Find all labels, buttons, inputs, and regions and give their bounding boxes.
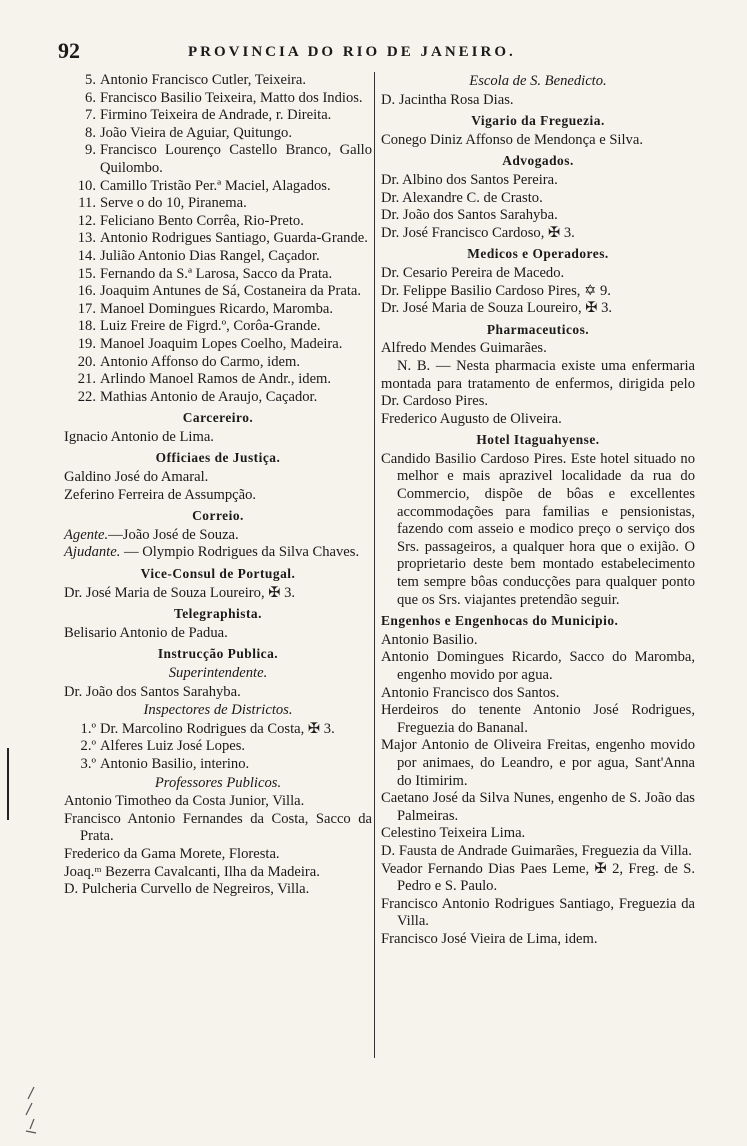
section-heading-engenhos: Engenhos e Engenhocas do Municipio. [381,613,619,629]
list-item [64,230,372,248]
page-number: 92 [58,38,80,63]
item-number: 5. [85,72,96,88]
list-item [64,125,372,143]
page-header [58,38,718,68]
item-text: Antonio Francisco Cutler, Teixeira. [100,72,307,88]
column-divider [374,72,375,1058]
list-item: Francisco José Vieira de Lima, idem. [381,930,598,947]
section-heading-advogados: Advogados. [502,153,574,169]
list-item: Major Antonio de Oliveira Freitas, engenho movido por animaes, do Leandro, e por agua, Sant'Anna do Itimirim. [381,737,695,789]
list-item: Dr. José Maria de Souza Loureiro, ✠ 3. [381,300,613,317]
hotel-text: Candido Basilio Cardoso Pires. Este hotel situado no melhor e mais aprazivel localidade da rua do Commercio, dispõe de bôas e excellentes accommodações para familias e pensionistas, fazendo com asseio e modico preço o serviço dos Srs. passageiros, a qualquer hora que o exijão. O proprietario deste bem montado estabelecimento tem sempre bôas conducções para qualquer ponto que os Srs. viajantes pretendão seguir. [381,450,695,608]
section-heading-correio: Correio. [192,508,244,524]
item-number: 18. [77,318,96,335]
subheading-superintendente: Superintendente. [168,665,268,681]
list-item [64,721,372,739]
list-item [64,283,372,301]
list-item [64,318,372,336]
item-text: Serve o do 10, Piranema. [100,195,247,212]
item-text: Antonio Rodrigues Santiago, Guarda-Grande. [100,230,368,247]
section-heading-medicos: Medicos e Operadores. [467,246,609,262]
section-heading-pharmaceuticos: Pharmaceuticos. [486,321,590,337]
margin-mark [7,748,9,820]
item-number: 14. [77,247,96,264]
list-item: Dr. Felippe Basilio Cardoso Pires, ✡ 9. [381,282,611,299]
item-text: Firmino Teixeira de Andrade, r. Direita. [100,107,332,124]
item-text: Francisco Basilio Teixeira, Matto dos Indios. [100,89,363,106]
item-text: Luiz Freire de Figrd.º, Corôa-Grande. [100,318,321,335]
pharma-note: N. B. — Nesta pharmacia existe uma enfermaria montada para tratamento de enfermos, dirigida pelo Dr. Cardoso Pires. [381,357,695,410]
item-number: 21. [77,371,96,388]
list-item: Celestino Teixeira Lima. [381,825,526,842]
item-text: Francisco Lourenço Castello Branco, Gallo Quilombo. [100,142,372,176]
list-item: Antonio Basilio. [381,631,478,648]
right-column [381,72,695,949]
numbered-list [64,72,372,406]
engenhos-list [381,632,695,949]
professores-list [64,793,372,899]
list-item [64,107,372,125]
list-item [64,195,372,213]
list-item: Herdeiros do tenente Antonio José Rodrigues, Freguezia do Bananal. [381,702,695,736]
list-item: Frederico da Gama Morete, Floresta. [64,845,280,862]
list-item [64,354,372,372]
list-item [64,756,372,774]
list-item: Dr. Alexandre C. de Crasto. [381,189,543,206]
item-number: 3.º [80,755,96,772]
list-item: Antonio Timotheo da Costa Junior, Villa. [64,793,305,810]
section-heading-carcereiro: Carcereiro. [182,410,254,426]
item-text: Arlindo Manoel Ramos de Andr., idem. [100,371,332,388]
list-item: Veador Fernando Dias Paes Leme, ✠ 2, Freg. de S. Pedro e S. Paulo. [381,860,695,895]
item-text: Antonio Affonso do Carmo, idem. [100,353,300,370]
section-heading-telegraphista: Telegraphista. [174,606,262,622]
list-item [64,738,372,756]
medicos-list [381,265,695,318]
list-item [64,213,372,231]
justica-line: Galdino José do Amaral. [64,469,209,486]
pharma-name: Alfredo Mendes Guimarães. [381,340,547,357]
list-item [64,90,372,108]
pharma-name-2: Frederico Augusto de Oliveira. [381,410,562,427]
item-text: Manoel Joaquim Lopes Coelho, Madeira. [100,335,343,352]
agente-label: Agente. [64,526,109,543]
list-item: Joaq.ᵐ Bezerra Cavalcanti, Ilha da Madeira. [64,863,320,880]
item-number: 20. [77,353,96,370]
list-item: Dr. João dos Santos Sarahyba. [381,207,558,224]
list-item [64,336,372,354]
item-text: Alferes Luiz José Lopes. [100,738,246,755]
item-text: Feliciano Bento Corrêa, Rio-Preto. [100,212,304,229]
item-number: 1.º [80,720,96,737]
list-item: Antonio Domingues Ricardo, Sacco do Maromba, engenho movido por agua. [381,649,695,683]
inspectores-list [64,721,372,774]
list-item: Caetano José da Silva Nunes, engenho de S. João das Palmeiras. [381,790,695,824]
ajudante-label: Ajudante. [64,544,121,561]
list-item [64,301,372,319]
item-number: 12. [77,212,96,229]
item-text: Mathias Antonio de Araujo, Caçador. [100,388,318,405]
vigario-text: Conego Diniz Affonso de Mendonça e Silva. [381,131,643,148]
superintendente-text: Dr. João dos Santos Sarahyba. [64,683,241,700]
subheading-escola: Escola de S. Benedicto. [469,73,607,89]
list-item: D. Pulcheria Curvello de Negreiros, Villa. [64,881,310,898]
item-number: 22. [77,388,96,405]
item-number: 13. [77,230,96,247]
item-text: João Vieira de Aguiar, Quitungo. [100,124,293,141]
list-item: Antonio Francisco dos Santos. [381,684,560,701]
escola-text: D. Jacintha Rosa Dias. [381,91,514,108]
left-column [64,72,372,899]
ajudante-text: — Olympio Rodrigues da Silva Chaves. [124,544,360,561]
item-text: Dr. Marcolino Rodrigues da Costa, ✠ 3. [100,720,335,737]
list-item [64,72,372,90]
subheading-inspectores: Inspectores de Districtos. [143,702,293,719]
list-item [64,266,372,284]
item-text: Julião Antonio Dias Rangel, Caçador. [100,247,320,264]
item-text: Manoel Domingues Ricardo, Maromba. [100,300,334,317]
item-number: 6. [85,89,96,106]
section-heading-vigario: Vigario da Freguezia. [471,113,605,129]
section-heading-consul: Vice-Consul de Portugal. [140,566,296,582]
running-title: PROVINCIA DO RIO DE JANEIRO. [188,44,516,60]
list-item: Francisco Antonio Fernandes da Costa, Sacco da Prata. [64,810,372,845]
subheading-professores: Professores Publicos. [154,774,282,791]
section-heading-hotel: Hotel Itaguahyense. [476,432,600,448]
item-number: 15. [77,265,96,282]
list-item [64,389,372,407]
item-text: Antonio Basilio, interino. [100,755,250,772]
telegraphista-text: Belisario Antonio de Padua. [64,624,228,641]
item-number: 8. [85,124,96,141]
correio-agente [64,527,372,545]
item-number: 9. [85,142,96,159]
list-item: D. Fausta de Andrade Guimarães, Freguezia da Villa. [381,842,692,859]
section-heading-justica: Officiaes de Justiça. [155,450,281,466]
item-text: Joaquim Antunes de Sá, Costaneira da Prata. [100,283,362,300]
item-number: 2.º [80,738,96,755]
item-number: 19. [77,335,96,352]
margin-scribble [22,1085,40,1135]
list-item [64,142,372,177]
list-item: Dr. Cesario Pereira de Macedo. [381,264,565,281]
item-text: Fernando da S.ª Larosa, Sacco da Prata. [100,265,333,282]
correio-ajudante [64,544,372,562]
list-item: Francisco Antonio Rodrigues Santiago, Freguezia da Villa. [381,895,695,930]
agente-text: —João José de Souza. [108,526,239,543]
list-item [64,371,372,389]
item-text: Camillo Tristão Per.ª Maciel, Alagados. [100,177,331,194]
item-number: 10. [77,177,96,194]
item-number: 16. [77,283,96,300]
carcereiro-text: Ignacio Antonio de Lima. [64,428,214,445]
consul-text: Dr. José Maria de Souza Loureiro, ✠ 3. [64,584,296,601]
list-item: Dr. Albino dos Santos Pereira. [381,171,558,188]
list-item [64,248,372,266]
list-item: Dr. José Francisco Cardoso, ✠ 3. [381,224,575,241]
item-number: 11. [78,195,96,212]
justica-line: Zeferino Ferreira de Assumpção. [64,486,257,503]
item-number: 17. [77,300,96,317]
section-heading-instrucao: Instrucção Publica. [157,646,279,662]
list-item [64,178,372,196]
item-number: 7. [85,107,96,124]
advogados-list [381,172,695,242]
